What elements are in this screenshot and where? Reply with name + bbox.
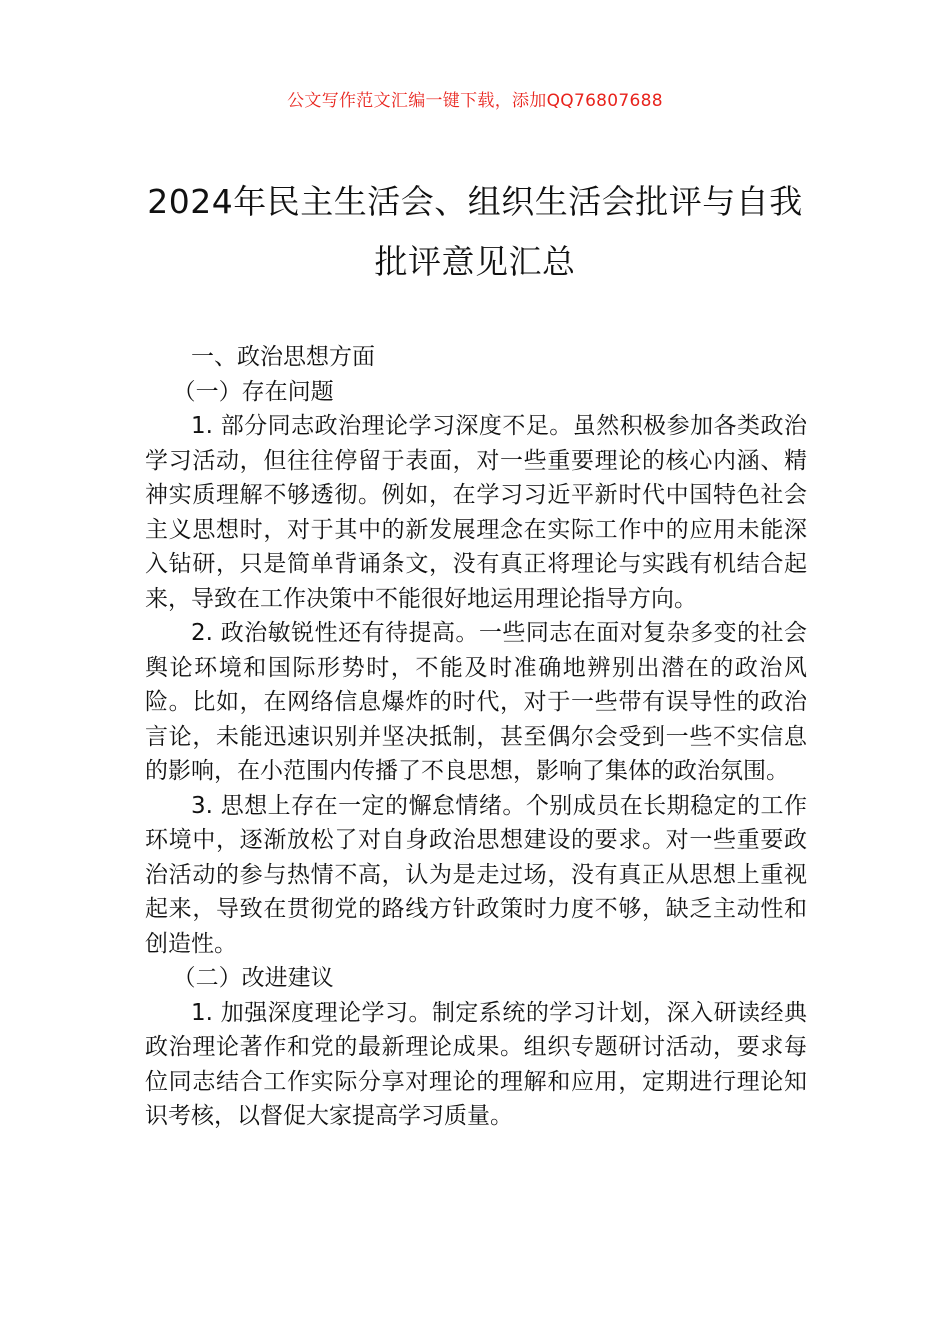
document-body xyxy=(145,340,807,1134)
subsection-heading-suggestions: （二）改进建议 xyxy=(172,965,334,991)
problem-paragraph-3: 3. 思想上存在一定的懈怠情绪。个别成员在长期稳定的工作环境中，逐渐放松了对自身政治思想建设的要求。对一些重要政治活动的参与热情不高，认为是走过场，没有真正从思想上重视起来，导致在贯彻党的路线方针政策时力度不够，缺乏主动性和创造性。 xyxy=(145,792,807,957)
document-title: 2024年民主生活会、组织生活会批评与自我批评意见汇总 xyxy=(147,182,803,281)
subsection-heading-problems: （一）存在问题 xyxy=(172,378,334,405)
section-heading: 一、政治思想方面 xyxy=(191,344,375,370)
promo-header: 公文写作范文汇编一键下载，添加QQ76807688 xyxy=(287,91,663,111)
suggestion-paragraph-1: 1. 加强深度理论学习。制定系统的学习计划，深入研读经典政治理论著作和党的最新理论成果。组织专题研讨活动，要求每位同志结合工作实际分享对理论的理解和应用，定期进行理论知识考核，以督促大家提高学习质量。 xyxy=(145,999,807,1129)
problem-paragraph-1: 1. 部分同志政治理论学习深度不足。虽然积极参加各类政治学习活动，但往往停留于表面，对一些重要理论的核心内涵、精神实质理解不够透彻。例如，在学习习近平新时代中国特色社会主义思想时，对于其中的新发展理念在实际工作中的应用未能深入钻研，只是简单背诵条文，没有真正将理论与实践有机结合起来，导致在工作决策中不能很好地运用理论指导方向。 xyxy=(145,413,807,612)
problem-paragraph-2: 2. 政治敏锐性还有待提高。一些同志在面对复杂多变的社会舆论环境和国际形势时，不能及时准确地辨别出潜在的政治风险。比如，在网络信息爆炸的时代，对于一些带有误导性的政治言论，未能迅速识别并坚决抵制，甚至偶尔会受到一些不实信息的影响，在小范围内传播了不良思想，影响了集体的政治氛围。 xyxy=(145,620,807,784)
